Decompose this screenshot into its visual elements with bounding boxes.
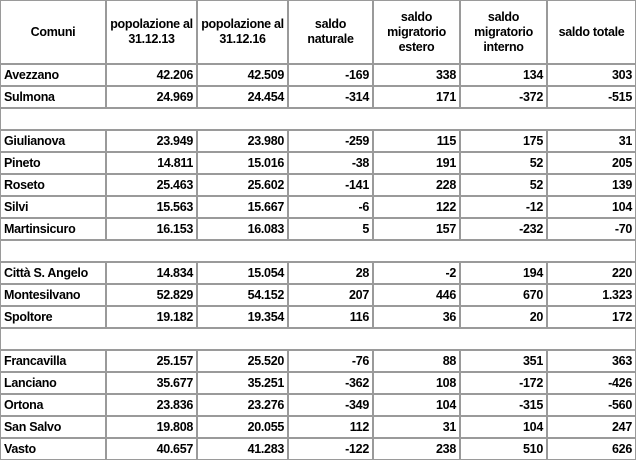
table-row	[0, 262, 636, 284]
separator-cell	[0, 240, 636, 262]
cell-saldo-migratorio-interno: 52	[460, 152, 547, 174]
cell-popolazione-2013: 25.157	[106, 350, 197, 372]
cell-saldo-migratorio-estero: 157	[373, 218, 460, 240]
header-comuni: Comuni	[0, 0, 106, 64]
table-row	[0, 438, 636, 460]
separator-cell	[0, 328, 636, 350]
cell-saldo-migratorio-interno: 134	[460, 64, 547, 86]
cell-saldo-totale: 1.323	[547, 284, 636, 306]
cell-saldo-naturale: 207	[288, 284, 373, 306]
cell-saldo-migratorio-interno: 52	[460, 174, 547, 196]
cell-saldo-naturale: -169	[288, 64, 373, 86]
cell-saldo-totale: 104	[547, 196, 636, 218]
cell-comune: Lanciano	[0, 372, 106, 394]
cell-popolazione-2013: 15.563	[106, 196, 197, 218]
cell-saldo-migratorio-estero: 115	[373, 130, 460, 152]
cell-popolazione-2016: 25.602	[197, 174, 288, 196]
group-separator-row	[0, 108, 636, 130]
cell-popolazione-2013: 23.949	[106, 130, 197, 152]
cell-comune: Spoltore	[0, 306, 106, 328]
header-saldo-naturale: saldo naturale	[288, 0, 373, 64]
cell-popolazione-2016: 20.055	[197, 416, 288, 438]
separator-cell	[0, 108, 636, 130]
cell-saldo-totale: 220	[547, 262, 636, 284]
cell-saldo-naturale: 28	[288, 262, 373, 284]
cell-saldo-migratorio-estero: 108	[373, 372, 460, 394]
cell-saldo-totale: -560	[547, 394, 636, 416]
cell-popolazione-2016: 25.520	[197, 350, 288, 372]
cell-saldo-migratorio-estero: 88	[373, 350, 460, 372]
cell-popolazione-2016: 15.054	[197, 262, 288, 284]
table-row	[0, 152, 636, 174]
cell-saldo-naturale: -141	[288, 174, 373, 196]
group-separator-row	[0, 240, 636, 262]
cell-saldo-totale: 303	[547, 64, 636, 86]
cell-saldo-migratorio-estero: 191	[373, 152, 460, 174]
header-popolazione-2013: popolazione al 31.12.13	[106, 0, 197, 64]
cell-saldo-totale: 31	[547, 130, 636, 152]
cell-comune: Vasto	[0, 438, 106, 460]
header-saldo-totale: saldo totale	[547, 0, 636, 64]
table-row	[0, 130, 636, 152]
cell-saldo-migratorio-interno: -372	[460, 86, 547, 108]
cell-comune: Sulmona	[0, 86, 106, 108]
cell-popolazione-2013: 25.463	[106, 174, 197, 196]
cell-saldo-migratorio-estero: 446	[373, 284, 460, 306]
table-row	[0, 306, 636, 328]
cell-popolazione-2016: 16.083	[197, 218, 288, 240]
table-row	[0, 218, 636, 240]
cell-saldo-migratorio-interno: -172	[460, 372, 547, 394]
cell-saldo-migratorio-interno: -315	[460, 394, 547, 416]
cell-comune: Montesilvano	[0, 284, 106, 306]
cell-saldo-migratorio-interno: 351	[460, 350, 547, 372]
cell-popolazione-2013: 23.836	[106, 394, 197, 416]
cell-saldo-naturale: -76	[288, 350, 373, 372]
cell-saldo-totale: 626	[547, 438, 636, 460]
cell-popolazione-2016: 19.354	[197, 306, 288, 328]
cell-saldo-migratorio-interno: -232	[460, 218, 547, 240]
cell-saldo-naturale: 112	[288, 416, 373, 438]
cell-popolazione-2016: 54.152	[197, 284, 288, 306]
cell-saldo-migratorio-interno: 194	[460, 262, 547, 284]
header-saldo-migratorio-estero: saldo migratorio estero	[373, 0, 460, 64]
cell-saldo-naturale: -259	[288, 130, 373, 152]
table-row	[0, 416, 636, 438]
cell-saldo-migratorio-interno: 175	[460, 130, 547, 152]
cell-popolazione-2013: 14.834	[106, 262, 197, 284]
cell-saldo-naturale: -38	[288, 152, 373, 174]
cell-popolazione-2013: 14.811	[106, 152, 197, 174]
cell-comune: Silvi	[0, 196, 106, 218]
cell-saldo-naturale: -314	[288, 86, 373, 108]
cell-comune: Francavilla	[0, 350, 106, 372]
cell-popolazione-2013: 19.182	[106, 306, 197, 328]
cell-popolazione-2013: 40.657	[106, 438, 197, 460]
cell-popolazione-2016: 42.509	[197, 64, 288, 86]
cell-saldo-migratorio-estero: 238	[373, 438, 460, 460]
table-row	[0, 196, 636, 218]
cell-saldo-totale: -515	[547, 86, 636, 108]
cell-popolazione-2016: 23.980	[197, 130, 288, 152]
cell-popolazione-2016: 41.283	[197, 438, 288, 460]
header-popolazione-2016: popolazione al 31.12.16	[197, 0, 288, 64]
cell-saldo-migratorio-estero: 338	[373, 64, 460, 86]
table-row	[0, 86, 636, 108]
cell-comune: Città S. Angelo	[0, 262, 106, 284]
cell-saldo-totale: 363	[547, 350, 636, 372]
cell-popolazione-2013: 19.808	[106, 416, 197, 438]
cell-popolazione-2016: 35.251	[197, 372, 288, 394]
cell-saldo-migratorio-interno: 20	[460, 306, 547, 328]
cell-saldo-migratorio-estero: 171	[373, 86, 460, 108]
cell-comune: Avezzano	[0, 64, 106, 86]
cell-popolazione-2013: 24.969	[106, 86, 197, 108]
header-row	[0, 0, 636, 64]
cell-popolazione-2013: 52.829	[106, 284, 197, 306]
cell-popolazione-2016: 15.016	[197, 152, 288, 174]
cell-saldo-totale: 205	[547, 152, 636, 174]
header-saldo-migratorio-interno: saldo migratorio interno	[460, 0, 547, 64]
cell-comune: Roseto	[0, 174, 106, 196]
cell-saldo-migratorio-estero: 36	[373, 306, 460, 328]
table-row	[0, 284, 636, 306]
cell-saldo-totale: -70	[547, 218, 636, 240]
cell-popolazione-2013: 35.677	[106, 372, 197, 394]
cell-saldo-totale: 139	[547, 174, 636, 196]
cell-saldo-migratorio-interno: 104	[460, 416, 547, 438]
cell-comune: Martinsicuro	[0, 218, 106, 240]
cell-saldo-naturale: 5	[288, 218, 373, 240]
table-row	[0, 394, 636, 416]
cell-saldo-totale: -426	[547, 372, 636, 394]
cell-saldo-totale: 172	[547, 306, 636, 328]
cell-saldo-totale: 247	[547, 416, 636, 438]
cell-popolazione-2016: 23.276	[197, 394, 288, 416]
cell-saldo-migratorio-estero: 31	[373, 416, 460, 438]
cell-saldo-migratorio-interno: -12	[460, 196, 547, 218]
cell-popolazione-2013: 42.206	[106, 64, 197, 86]
cell-comune: San Salvo	[0, 416, 106, 438]
cell-saldo-migratorio-estero: 122	[373, 196, 460, 218]
cell-comune: Giulianova	[0, 130, 106, 152]
table-row	[0, 174, 636, 196]
cell-saldo-migratorio-estero: -2	[373, 262, 460, 284]
table-row	[0, 350, 636, 372]
cell-comune: Ortona	[0, 394, 106, 416]
cell-saldo-migratorio-interno: 510	[460, 438, 547, 460]
cell-saldo-naturale: -362	[288, 372, 373, 394]
table-body	[0, 64, 636, 460]
cell-saldo-naturale: -6	[288, 196, 373, 218]
cell-saldo-naturale: 116	[288, 306, 373, 328]
table-row	[0, 372, 636, 394]
cell-saldo-naturale: -122	[288, 438, 373, 460]
table-row	[0, 64, 636, 86]
cell-saldo-migratorio-estero: 228	[373, 174, 460, 196]
cell-saldo-migratorio-estero: 104	[373, 394, 460, 416]
cell-saldo-migratorio-interno: 670	[460, 284, 547, 306]
cell-popolazione-2016: 15.667	[197, 196, 288, 218]
cell-saldo-naturale: -349	[288, 394, 373, 416]
cell-popolazione-2013: 16.153	[106, 218, 197, 240]
cell-popolazione-2016: 24.454	[197, 86, 288, 108]
cell-comune: Pineto	[0, 152, 106, 174]
group-separator-row	[0, 328, 636, 350]
